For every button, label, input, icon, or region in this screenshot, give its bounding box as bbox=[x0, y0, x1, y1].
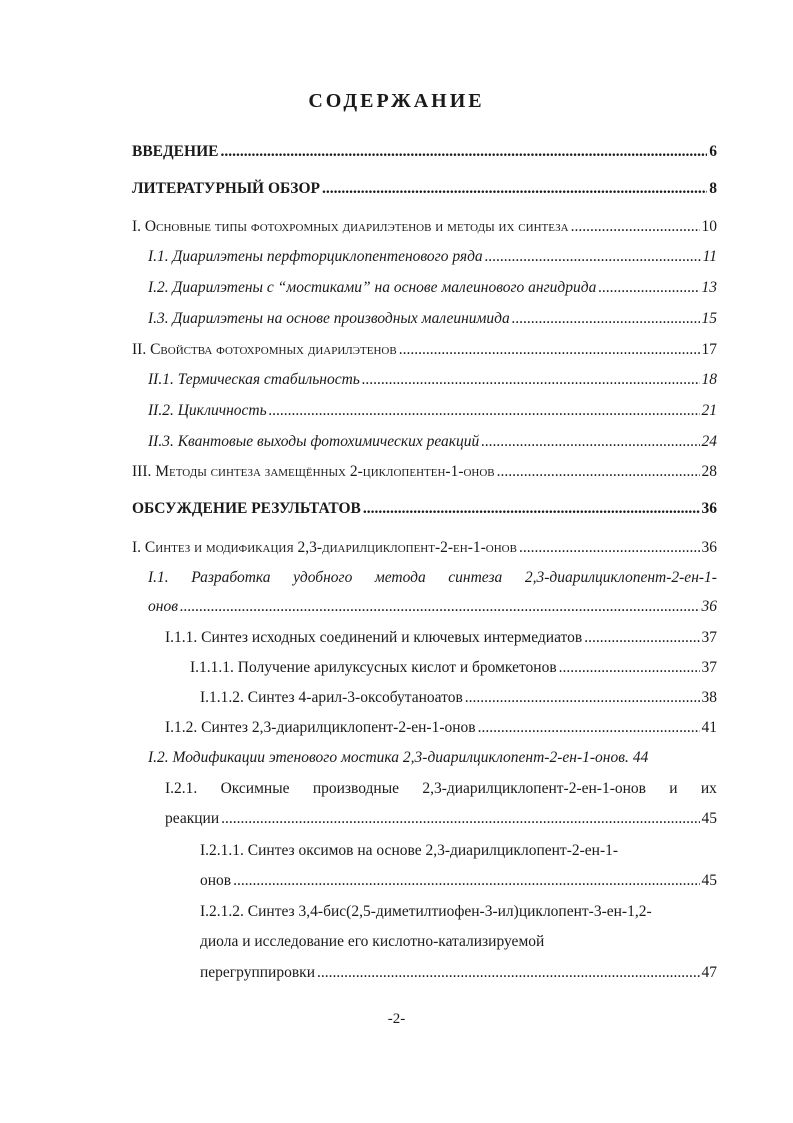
toc-page: 47 bbox=[701, 964, 717, 981]
toc-label: I.1.1. Синтез исходных соединений и ключевых интермедиатов bbox=[165, 629, 583, 646]
toc-label: II.3. Квантовые выходы фотохимических реакций bbox=[148, 433, 480, 450]
toc-page: 44 bbox=[632, 749, 649, 766]
toc-entry-d1-1-1[interactable] bbox=[165, 628, 717, 648]
toc-page: 37 bbox=[701, 629, 717, 646]
toc-page: 36 bbox=[701, 598, 717, 615]
toc-entry-intro[interactable] bbox=[132, 142, 717, 162]
toc-entry-s2-2[interactable] bbox=[148, 401, 717, 421]
toc-entry-s3[interactable] bbox=[132, 462, 717, 482]
toc-page: 10 bbox=[701, 218, 717, 235]
toc-entry-d1-2-1-1-line1[interactable]: I.2.1.1. Синтез оксимов на основе 2,3-диарилциклопент-2-ен-1- bbox=[200, 842, 619, 859]
toc-page: 13 bbox=[701, 279, 717, 296]
toc-entry-d1-2-1-line1[interactable]: I.2.1. Оксимные производные 2,3-диарилциклопент-2-ен-1-онов и их bbox=[165, 780, 717, 797]
toc-entry-d1-2-1-line2[interactable] bbox=[165, 809, 717, 829]
toc-page: 21 bbox=[701, 402, 717, 419]
toc-page: 24 bbox=[701, 433, 717, 450]
toc-entry-d1-1-line1[interactable]: I.1. Разработка удобного метода синтеза 2,3-диарилциклопент-2-ен-1- bbox=[148, 569, 717, 586]
toc-entry-s1[interactable] bbox=[132, 217, 717, 237]
toc-entry-d1-2-1-2-line3[interactable] bbox=[200, 963, 717, 983]
toc-page: 45 bbox=[701, 810, 717, 827]
toc-page: 41 bbox=[701, 719, 717, 736]
toc-label: II. Свойства фотохромных диарилэтенов bbox=[132, 341, 397, 358]
toc-page: 18 bbox=[701, 371, 717, 388]
toc-page: 17 bbox=[701, 341, 717, 358]
toc-page: 6 bbox=[709, 143, 717, 160]
page-title: СОДЕРЖАНИЕ bbox=[308, 90, 485, 112]
toc-entry-s1-3[interactable] bbox=[148, 309, 717, 329]
toc-entry-d1-1-1-2[interactable] bbox=[200, 688, 717, 708]
page-number: -2- bbox=[387, 1011, 406, 1027]
toc-label: ЛИТЕРАТУРНЫЙ ОБЗОР bbox=[132, 180, 320, 197]
toc-entry-s2[interactable] bbox=[132, 340, 717, 360]
toc-entry-d1-1-2[interactable] bbox=[165, 718, 717, 738]
toc-entry-s2-3[interactable] bbox=[148, 432, 717, 452]
toc-page: 37 bbox=[701, 659, 717, 676]
toc-page: 45 bbox=[701, 872, 717, 889]
toc-label: II.2. Цикличность bbox=[148, 402, 267, 419]
toc-page: 28 bbox=[701, 463, 717, 480]
toc-entry-lit[interactable] bbox=[132, 179, 717, 199]
toc-label: I.2. Модификации этенового мостика 2,3-диарилциклопент-2-ен-1-онов. bbox=[148, 749, 629, 766]
toc-entry-d1-2[interactable] bbox=[148, 748, 717, 768]
toc-entry-d1-2-1-2-line2[interactable]: диола и исследование его кислотно-катализируемой bbox=[200, 933, 545, 950]
toc-entry-s1-1[interactable] bbox=[148, 247, 717, 267]
toc-label: I.1.1.1. Получение арилуксусных кислот и бромкетонов bbox=[190, 659, 557, 676]
toc-page: 38 bbox=[701, 689, 717, 706]
toc-label: перегруппировки bbox=[200, 964, 315, 981]
toc-label: I. Синтез и модификация 2,3-диарилциклопент-2-ен-1-онов bbox=[132, 539, 517, 556]
toc-entry-discussion[interactable] bbox=[132, 499, 717, 519]
toc-label: ОБСУЖДЕНИЕ РЕЗУЛЬТАТОВ bbox=[132, 500, 361, 517]
toc-page: 15 bbox=[701, 310, 717, 327]
toc-label: III. Методы синтеза замещённых 2-циклопентен-1-онов bbox=[132, 463, 495, 480]
toc-label: онов bbox=[200, 872, 232, 889]
toc-label: онов bbox=[148, 598, 178, 615]
toc-entry-d1-1-line2[interactable] bbox=[148, 597, 717, 617]
toc-page: 8 bbox=[709, 180, 717, 197]
toc-entry-d1[interactable] bbox=[132, 538, 717, 558]
toc-entry-s1-2[interactable] bbox=[148, 278, 717, 298]
toc-label: II.1. Термическая стабильность bbox=[148, 371, 360, 388]
toc-label: I. Основные типы фотохромных диарилэтенов и методы их синтеза bbox=[132, 218, 569, 235]
toc-label: I.1.2. Синтез 2,3-диарилциклопент-2-ен-1-онов bbox=[165, 719, 476, 736]
toc-entry-s2-1[interactable] bbox=[148, 370, 717, 390]
toc-page: 11 bbox=[702, 248, 717, 265]
toc-page: 36 bbox=[701, 539, 717, 556]
toc-label: I.1. Диарилэтены перфторциклопентенового ряда bbox=[148, 248, 483, 265]
toc-label: I.1.1.2. Синтез 4-арил-3-оксобутаноатов bbox=[200, 689, 463, 706]
toc-entry-d1-2-1-2-line1[interactable]: I.2.1.2. Синтез 3,4-бис(2,5-диметилтиофен-3-ил)циклопент-3-ен-1,2- bbox=[200, 903, 652, 920]
toc-entry-d1-1-1-1[interactable] bbox=[190, 658, 717, 678]
toc-label: I.2. Диарилэтены с “мостиками” на основе малеинового ангидрида bbox=[148, 279, 597, 296]
toc-entry-d1-2-1-1-line2[interactable] bbox=[200, 871, 717, 891]
toc-label: реакции bbox=[165, 810, 220, 827]
toc-page: 36 bbox=[701, 500, 717, 517]
toc-label: I.3. Диарилэтены на основе производных малеинимида bbox=[148, 310, 510, 327]
toc-label: ВВЕДЕНИЕ bbox=[132, 143, 219, 160]
